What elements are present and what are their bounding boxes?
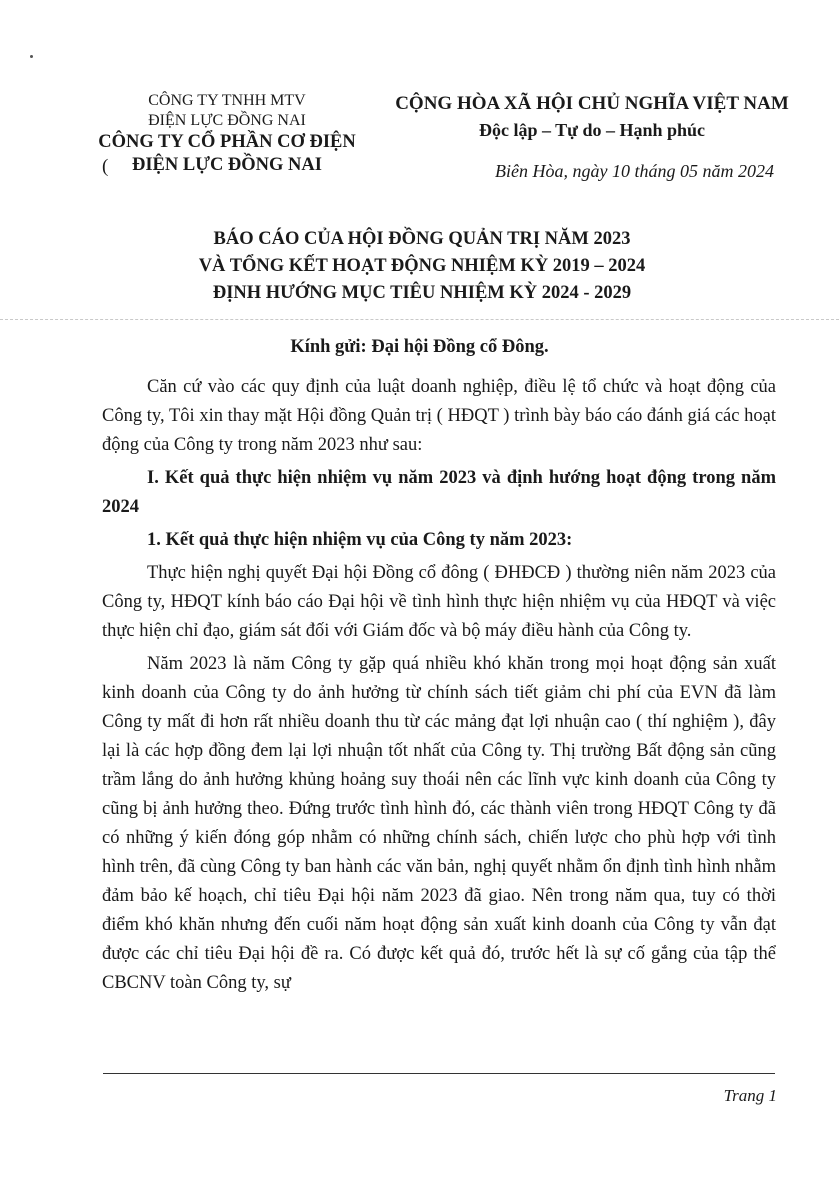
section-heading-1: I. Kết quả thực hiện nhiệm vụ năm 2023 và định hướng hoạt động trong năm 2024 <box>102 468 776 517</box>
scan-speck <box>30 55 33 58</box>
page-number: Trang 1 <box>723 1086 777 1105</box>
title-line1: BÁO CÁO CỦA HỘI ĐỒNG QUẢN TRỊ NĂM 2023 <box>213 229 631 249</box>
national-header <box>372 91 812 182</box>
recipient-line: Kính gửi: Đại hội Đồng cổ Đông. <box>290 337 549 357</box>
national-motto: Độc lập – Tự do – Hạnh phúc <box>478 120 706 140</box>
parent-company-line2: ĐIỆN LỰC ĐỒNG NAI <box>148 112 306 129</box>
company-name-line2: ĐIỆN LỰC ĐỒNG NAI <box>132 155 322 175</box>
handwritten-mark: ( <box>102 156 109 177</box>
parent-company-line1: CÔNG TY TNHH MTV <box>148 92 306 109</box>
paragraph-resolution: Thực hiện nghị quyết Đại hội Đồng cổ đông ( ĐHĐCĐ ) thường niên năm 2023 của Công ty, HĐQT kính báo cáo Đại hội về tình hình thực hiện nhiệm vụ của HĐQT và việc thực hiện chỉ đạo, giám sát đối với Giám đốc và bộ máy điều hành của Công ty. <box>102 563 776 641</box>
company-name-line2-wrap <box>82 154 372 177</box>
nation-name: CỘNG HÒA XÃ HỘI CHỦ NGHĨA VIỆT NAM <box>395 93 789 114</box>
paragraph-2023-situation: Năm 2023 là năm Công ty gặp quá nhiều khó khăn trong mọi hoạt động sản xuất kinh doanh của Công ty do ảnh hưởng từ chính sách tiết giảm chi phí của EVN đã làm Công ty mất đi hơn rất nhiều doanh thu từ các mảng đạt lợi nhuận cao ( thí nghiệm ), đây lại là các hợp đồng đem lại lợi nhuận tốt nhất của Công ty. Thị trường Bất động sản cũng trầm lắng do ảnh hưởng khủng hoảng suy thoái nên các lĩnh vực kinh doanh của Công ty cũng bị ảnh hưởng theo. Đứng trước tình hình đó, các thành viên trong HĐQT Công ty đã có những ý kiến đóng góp nhằm có những chính sách, chiến lược cho phù hợp với tình hình trên, đã cùng Công ty ban hành các văn bản, nghị quyết nhằm ổn định tình hình nhằm đảm bảo kế hoạch, chỉ tiêu Đại hội năm 2023 đã giao. Nên trong năm qua, tuy có thời điểm khó khăn nhưng đến cuối năm hoạt động sản xuất kinh doanh của Công ty vẫn đạt được các chỉ tiêu Đại hội đề ra. Có được kết quả đó, trước hết là sự cố gắng của tập thể CBCNV toàn Công ty, sự <box>102 654 776 993</box>
issuer-block <box>82 91 372 177</box>
title-line2: VÀ TỔNG KẾT HOẠT ĐỘNG NHIỆM KỲ 2019 – 2024 <box>198 256 646 276</box>
place-date: Biên Hòa, ngày 10 tháng 05 năm 2024 <box>495 161 774 181</box>
report-title <box>60 226 784 307</box>
title-line3: ĐỊNH HƯỚNG MỤC TIÊU NHIỆM KỲ 2024 - 2029 <box>212 283 632 303</box>
company-name-line1: CÔNG TY CỔ PHẦN CƠ ĐIỆN <box>98 132 356 152</box>
subsection-heading-1: 1. Kết quả thực hiện nhiệm vụ của Công ty năm 2023: <box>147 530 573 550</box>
intro-paragraph: Căn cứ vào các quy định của luật doanh nghiệp, điều lệ tổ chức và hoạt động của Công ty, Tôi xin thay mặt Hội đồng Quản trị ( HĐQT ) trình bày báo cáo đánh giá các hoạt động của Công ty trong năm 2023 như sau: <box>102 377 776 455</box>
scan-artifact-line <box>0 319 839 320</box>
footer-divider <box>103 1073 775 1074</box>
report-body <box>102 373 776 1002</box>
